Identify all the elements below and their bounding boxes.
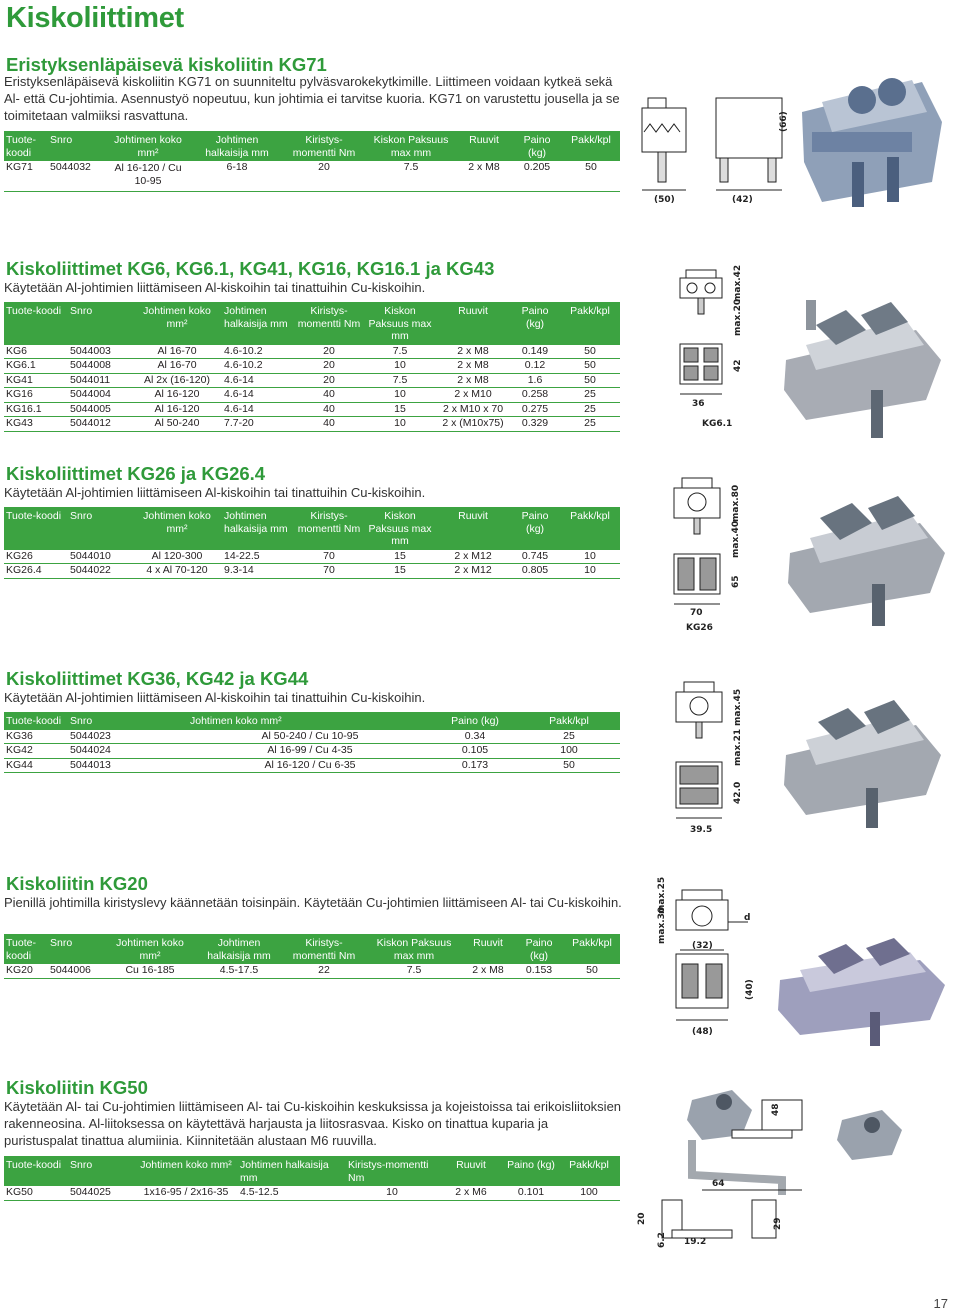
header-cell: Ruuvit [436, 302, 510, 345]
table-cell: 2 x (M10x75) [436, 417, 510, 432]
table-cell: KG16 [4, 388, 68, 403]
table-cell: 2 x M8 [436, 345, 510, 359]
table-cell: 40 [294, 402, 364, 417]
dim-label: KG6.1 [702, 419, 733, 429]
table-row [4, 964, 620, 978]
table-cell: 0.34 [432, 730, 518, 744]
table-cell: 50 [564, 964, 620, 978]
header-cell: Snro [68, 712, 188, 730]
table-cell: 50 [560, 345, 620, 359]
section-description-kg20: Pienillä johtimilla kiristyslevy käännetään toisinpäin. Käytetään Cu-johtimien liittämiseen Al- tai Cu-kiskoihin. [4, 895, 622, 910]
table-cell: 10 [560, 550, 620, 564]
section-heading-kg20: Kiskoliitin KG20 [6, 873, 148, 894]
header-cell: Tuote-koodi [4, 302, 68, 345]
header-cell: Tuote-koodi [4, 1156, 68, 1186]
table-cell: 2 x M6 [438, 1186, 504, 1200]
dim-label: 70 [690, 608, 703, 618]
header-cell: Ruuvit [438, 1156, 504, 1186]
header-cell: Johtimen koko mm² [134, 1156, 238, 1186]
table-cell: 50 [560, 359, 620, 374]
header-cell: Kiristys-momentti Nm [282, 934, 366, 964]
header-cell: Johtimen koko mm² [188, 712, 432, 730]
dim-label: (48) [692, 1027, 713, 1037]
dim-label: 36 [692, 399, 705, 409]
header-cell: Snro [68, 302, 132, 345]
section-heading-kg6: Kiskoliittimet KG6, KG6.1, KG41, KG16, KG16.1 ja KG43 [6, 258, 495, 279]
table-cell: 0.275 [510, 402, 560, 417]
table-cell: KG6.1 [4, 359, 68, 374]
table-cell: 2 x M8 [436, 373, 510, 388]
table-cell: Al 50-240 [132, 417, 222, 432]
header-cell: Kiristys-momentti Nm [282, 131, 366, 161]
table-cell: 70 [294, 550, 364, 564]
kg6-product-photo [776, 290, 946, 440]
table-cell: Al 16-99 / Cu 4-35 [188, 744, 432, 759]
table-cell: 10 [346, 1186, 438, 1200]
dim-label: max.25 [657, 876, 667, 914]
table-cell: Al 120-300 [132, 550, 222, 564]
kg20-product-photo [770, 930, 950, 1050]
table-cell: KG20 [4, 964, 48, 978]
header-cell: Johtimen halkaisija mm [196, 934, 282, 964]
table-cell: 4.6-10.2 [222, 359, 294, 374]
table-cell: 5044010 [68, 550, 132, 564]
table-cell: KG26 [4, 550, 68, 564]
dim-label: 64 [712, 1179, 725, 1189]
header-cell: Tuote-koodi [4, 131, 48, 161]
table-cell: 25 [560, 388, 620, 403]
header-cell: Tuote-koodi [4, 712, 68, 730]
product-table-kg26 [4, 507, 620, 579]
dim-label: 19.2 [684, 1237, 707, 1247]
page-number: 17 [933, 1296, 948, 1311]
table-cell: 20 [294, 373, 364, 388]
kg36-dimension-drawing [672, 676, 752, 838]
section-heading-kg50: Kiskoliitin KG50 [6, 1077, 148, 1098]
dim-label: 42 [733, 359, 743, 372]
table-cell: 5044024 [68, 744, 188, 759]
dim-label: 42.0 [733, 781, 743, 804]
table-cell: 4.5-17.5 [196, 964, 282, 978]
kg50-drawings [632, 1080, 952, 1250]
dim-label: max.20 [733, 298, 743, 336]
table-cell: 10 [364, 417, 436, 432]
header-cell: Ruuvit [456, 131, 512, 161]
header-cell: Johtimen koko mm² [132, 302, 222, 345]
section-heading-kg26: Kiskoliittimet KG26 ja KG26.4 [6, 463, 266, 484]
table-cell: Al 50-240 / Cu 10-95 [188, 730, 432, 744]
table-cell: 70 [294, 564, 364, 579]
table-cell: 5044006 [48, 964, 104, 978]
table-cell: 1x16-95 / 2x16-35 [134, 1186, 238, 1200]
table-cell: 20 [294, 359, 364, 374]
header-cell: Snro [68, 1156, 134, 1186]
table-row [4, 417, 620, 432]
product-table-kg6 [4, 302, 620, 432]
page-title: Kiskoliittimet [6, 2, 184, 34]
table-cell: 40 [294, 417, 364, 432]
dim-label: 48 [771, 1103, 781, 1116]
table-cell: 2 x M10 x 70 [436, 402, 510, 417]
header-cell: Ruuvit [462, 934, 514, 964]
header-cell: Pakk/kpl [558, 1156, 620, 1186]
section-heading-kg36: Kiskoliittimet KG36, KG42 ja KG44 [6, 668, 309, 689]
table-cell: 25 [560, 402, 620, 417]
header-cell: Snro [68, 507, 132, 550]
kg26-dimension-drawing [670, 472, 750, 632]
dim-label: (42) [732, 195, 753, 205]
dim-label: max.40 [731, 520, 741, 558]
header-cell: Johtimen halkaisija mm [238, 1156, 346, 1186]
table-cell: 5044008 [68, 359, 132, 374]
product-table-kg50 [4, 1156, 620, 1201]
kg71-dimension-drawing [636, 92, 789, 205]
header-cell: Johtimen koko mm² [104, 131, 192, 161]
dim-label: max.30 [657, 906, 667, 944]
header-cell: Kiristys-momentti Nm [294, 507, 364, 550]
header-cell: Ruuvit [436, 507, 510, 550]
dim-label: 29 [773, 1217, 783, 1230]
table-cell: KG50 [4, 1186, 68, 1200]
table-cell: KG6 [4, 345, 68, 359]
table-row [4, 359, 620, 374]
table-cell: KG16.1 [4, 402, 68, 417]
table-row [4, 744, 620, 759]
table-cell: 100 [558, 1186, 620, 1200]
table-cell: 40 [294, 388, 364, 403]
table-cell: 0.12 [510, 359, 560, 374]
header-cell: Paino (kg) [510, 302, 560, 345]
table-cell: 2 x M12 [436, 564, 510, 579]
kg20-dimension-drawing [652, 876, 764, 1044]
header-cell: Kiskon Paksuus max mm [364, 302, 436, 345]
table-cell: 4.6-14 [222, 388, 294, 403]
table-cell: 25 [518, 730, 620, 744]
kg26-product-photo [780, 488, 950, 628]
table-cell: 4.5-12.5 [238, 1186, 346, 1200]
dim-label: max.21 [733, 728, 743, 766]
table-cell: 15 [364, 550, 436, 564]
table-cell: 5044003 [68, 345, 132, 359]
table-cell: 0.258 [510, 388, 560, 403]
table-cell: Al 16-70 [132, 345, 222, 359]
table-cell: 5044011 [68, 373, 132, 388]
table-cell: 4 x Al 70-120 [132, 564, 222, 579]
table-cell: KG42 [4, 744, 68, 759]
table-row [4, 1186, 620, 1200]
table-cell: 4.6-14 [222, 373, 294, 388]
table-cell: 7.7-20 [222, 417, 294, 432]
table-cell: 0.149 [510, 345, 560, 359]
table-cell: 7.5 [364, 345, 436, 359]
table-cell: KG36 [4, 730, 68, 744]
header-cell: Kiristys-momentti Nm [346, 1156, 438, 1186]
table-cell: 5044012 [68, 417, 132, 432]
table-cell: 15 [364, 402, 436, 417]
dim-label: (40) [745, 979, 755, 1000]
table-cell: Al 16-120 / Cu 6-35 [188, 758, 432, 773]
dim-label: max.45 [733, 688, 743, 726]
header-cell: Tuote-koodi [4, 934, 48, 964]
table-cell: 2 x M8 [462, 964, 514, 978]
table-row [4, 402, 620, 417]
dim-label: (32) [692, 941, 713, 951]
table-cell: 14-22.5 [222, 550, 294, 564]
table-cell: 0.329 [510, 417, 560, 432]
section-description-kg50: Käytetään Al- tai Cu-johtimien liittämiseen Al- tai Cu-kiskoihin keskuksissa ja kojeistoissa tai erikoisliitoksien rakenneosina. Al-liitoksessa on käytettävä harjausta ja liitosrasvaa. Kisko on tinattua kuparia ja puristuspalat tinattua alumiinia. Kiinnitetään alustaan M6 ruuvilla. [4, 1099, 622, 1148]
table-row [4, 388, 620, 403]
table-cell: 7.5 [366, 964, 462, 978]
table-cell: Al 16-70 [132, 359, 222, 374]
header-cell: Johtimen halkaisija mm [222, 302, 294, 345]
table-cell: 5044023 [68, 730, 188, 744]
table-cell: 2 x M8 [436, 359, 510, 374]
section-heading-kg71: Eristyksenläpäisevä kiskoliitin KG71 [6, 54, 327, 75]
header-cell: Snro [48, 934, 104, 964]
header-cell: Johtimen koko mm² [104, 934, 196, 964]
section-description-kg71: Eristyksenläpäisevä kiskoliitin KG71 on suunniteltu pylväsvarokekytkimille. Liittimeen voidaan kytkeä sekä Al- että Cu-johtimia. Asennustyö nopeutuu, kun johtimia ei tarvitse kuoria. KG71 on varustettu jousella ja se toimitetaan valmiiksi rasvattuna. [4, 74, 620, 123]
table-cell: Al 16-120 [132, 388, 222, 403]
table-cell: KG26.4 [4, 564, 68, 579]
table-row [4, 564, 620, 579]
table-cell: 0.805 [510, 564, 560, 579]
table-cell: 4.6-14 [222, 402, 294, 417]
section-description-kg36: Käytetään Al-johtimien liittämiseen Al-kiskoihin tai tinattuihin Cu-kiskoihin. [4, 690, 426, 705]
header-cell: Pakk/kpl [560, 302, 620, 345]
table-row [4, 550, 620, 564]
header-cell: Paino (kg) [510, 507, 560, 550]
table-cell: 5044005 [68, 402, 132, 417]
table-cell: 20 [294, 345, 364, 359]
header-cell: Johtimen halkaisija mm [222, 507, 294, 550]
header-cell: Paino (kg) [432, 712, 518, 730]
table-cell: 25 [560, 417, 620, 432]
table-cell: 100 [518, 744, 620, 759]
table-cell: 7.5 [364, 373, 436, 388]
table-row: KG71 5044032 Al 16-120 / Cu 10-95 6-18 20 7.5 2 x M8 0.205 50 [4, 161, 620, 192]
table-cell: 15 [364, 564, 436, 579]
header-cell: Kiskon Paksuus max mm [364, 507, 436, 550]
table-row [4, 373, 620, 388]
table-cell: 50 [518, 758, 620, 773]
table-cell: 0.173 [432, 758, 518, 773]
kg36-product-photo [776, 690, 946, 830]
table-cell: 10 [364, 388, 436, 403]
header-cell: Paino (kg) [512, 131, 562, 161]
header-cell: Pakk/kpl [560, 507, 620, 550]
table-cell: 4.6-10.2 [222, 345, 294, 359]
table-cell: 0.105 [432, 744, 518, 759]
table-cell: 5044013 [68, 758, 188, 773]
header-cell: Johtimen koko mm² [132, 507, 222, 550]
table-cell: KG44 [4, 758, 68, 773]
header-cell: Kiristys-momentti Nm [294, 302, 364, 345]
header-cell: Tuote-koodi [4, 507, 68, 550]
header-cell: Paino (kg) [504, 1156, 558, 1186]
table-cell: 5044025 [68, 1186, 134, 1200]
table-cell: 0.745 [510, 550, 560, 564]
dim-label: (50) [654, 195, 675, 205]
section-description-kg6: Käytetään Al-johtimien liittämiseen Al-kiskoihin tai tinattuihin Cu-kiskoihin. [4, 280, 426, 295]
table-cell: 50 [560, 373, 620, 388]
dim-label: 65 [731, 575, 741, 588]
table-cell: 2 x M10 [436, 388, 510, 403]
header-cell: Kiskon Paksuus max mm [366, 934, 462, 964]
table-cell: 0.153 [514, 964, 564, 978]
table-cell: 1.6 [510, 373, 560, 388]
dim-label: max.80 [731, 484, 741, 522]
table-cell: 2 x M12 [436, 550, 510, 564]
product-table-kg71 [4, 131, 620, 192]
header-cell: Johtimen halkaisija mm [192, 131, 282, 161]
dim-label: 39.5 [690, 825, 713, 835]
table-row [4, 345, 620, 359]
kg6-dimension-drawing [676, 262, 756, 432]
table-cell: Cu 16-185 [104, 964, 196, 978]
table-row [4, 758, 620, 773]
dim-label: 6.2 [657, 1232, 667, 1248]
dim-label: d [744, 913, 751, 923]
dim-label: KG26 [686, 623, 713, 633]
header-cell: Snro [48, 131, 104, 161]
kg71-product-photo [792, 62, 952, 212]
product-table-kg20 [4, 934, 620, 979]
table-cell: Al 2x (16-120) [132, 373, 222, 388]
header-cell: Pakk/kpl [518, 712, 620, 730]
header-cell: Kiskon Paksuus max mm [366, 131, 456, 161]
dim-label: 20 [637, 1212, 647, 1225]
table-cell: KG41 [4, 373, 68, 388]
table-cell: Al 16-120 [132, 402, 222, 417]
product-table-kg36 [4, 712, 620, 773]
table-row [4, 730, 620, 744]
table-cell: 5044022 [68, 564, 132, 579]
dim-label: (66) [779, 111, 789, 132]
table-cell: 10 [364, 359, 436, 374]
table-cell: 9.3-14 [222, 564, 294, 579]
header-cell: Pakk/kpl [564, 934, 620, 964]
header-cell: Paino (kg) [514, 934, 564, 964]
table-cell: 10 [560, 564, 620, 579]
table-cell: 0.101 [504, 1186, 558, 1200]
table-cell: 22 [282, 964, 366, 978]
dim-label: max.42 [733, 264, 743, 302]
table-cell: KG43 [4, 417, 68, 432]
header-cell: Pakk/kpl [562, 131, 620, 161]
table-cell: 5044004 [68, 388, 132, 403]
section-description-kg26: Käytetään Al-johtimien liittämiseen Al-kiskoihin tai tinattuihin Cu-kiskoihin. [4, 485, 426, 500]
